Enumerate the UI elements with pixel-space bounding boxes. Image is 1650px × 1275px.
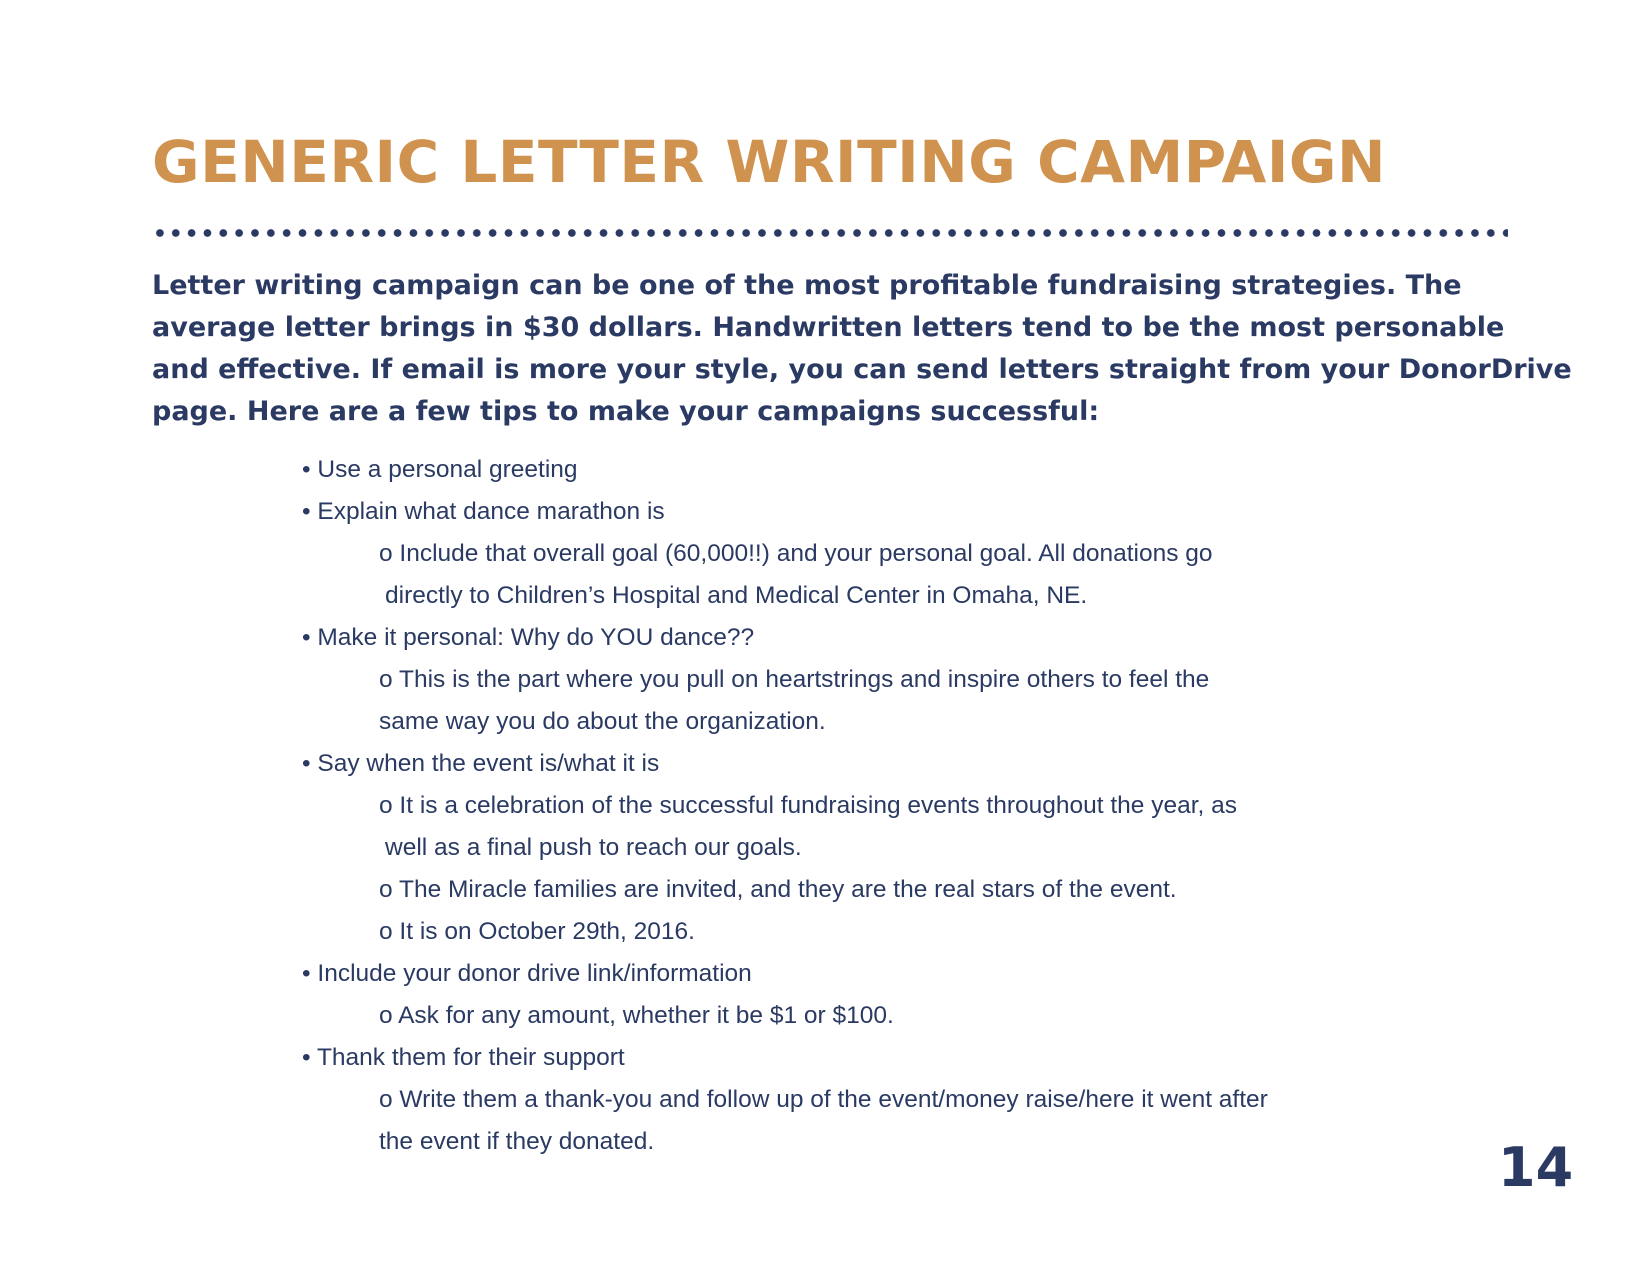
sub-bullet-item: o Write them a thank-you and follow up of the event/money raise/here it went after — [379, 1086, 1268, 1113]
sub-bullet-continuation: directly to Children’s Hospital and Medical Center in Omaha, NE. — [385, 582, 1088, 609]
sub-bullet-item: o It is a celebration of the successful fundraising events throughout the year, as — [379, 792, 1238, 819]
sub-bullet-item: o It is on October 29th, 2016. — [379, 918, 695, 945]
bullet-item: • Thank them for their support — [302, 1044, 625, 1071]
tips-list — [302, 449, 1502, 1163]
bullet-item: • Use a personal greeting — [302, 456, 578, 483]
sub-bullet-item: o The Miracle families are invited, and they are the real stars of the event. — [379, 876, 1177, 903]
intro-line: Letter writing campaign can be one of the most profitable fundraising strategies. The — [152, 270, 1462, 301]
sub-bullet-item: o Include that overall goal (60,000!!) and your personal goal. All donations go — [379, 540, 1213, 567]
bullet-item: • Explain what dance marathon is — [302, 498, 665, 525]
sub-bullet-continuation: same way you do about the organization. — [379, 708, 826, 735]
bullet-item: • Make it personal: Why do YOU dance?? — [302, 624, 755, 651]
dotted-divider — [152, 228, 1508, 238]
bullet-item: • Include your donor drive link/information — [302, 960, 752, 987]
page-number: 14 — [1498, 1136, 1574, 1199]
sub-bullet-item: o Ask for any amount, whether it be $1 or $100. — [379, 1002, 894, 1029]
bullet-item: • Say when the event is/what it is — [302, 750, 660, 777]
sub-bullet-continuation: the event if they donated. — [379, 1128, 655, 1155]
sub-bullet-continuation: well as a final push to reach our goals. — [385, 834, 802, 861]
intro-paragraph — [152, 265, 1572, 433]
intro-line: average letter brings in $30 dollars. Handwritten letters tend to be the most personable — [152, 312, 1505, 343]
intro-line: page. Here are a few tips to make your campaigns successful: — [152, 396, 1100, 427]
intro-line: and effective. If email is more your style, you can send letters straight from your DonorDrive — [152, 354, 1572, 385]
page-title: GENERIC LETTER WRITING CAMPAIGN — [152, 128, 1387, 196]
sub-bullet-item: o This is the part where you pull on heartstrings and inspire others to feel the — [379, 666, 1210, 693]
